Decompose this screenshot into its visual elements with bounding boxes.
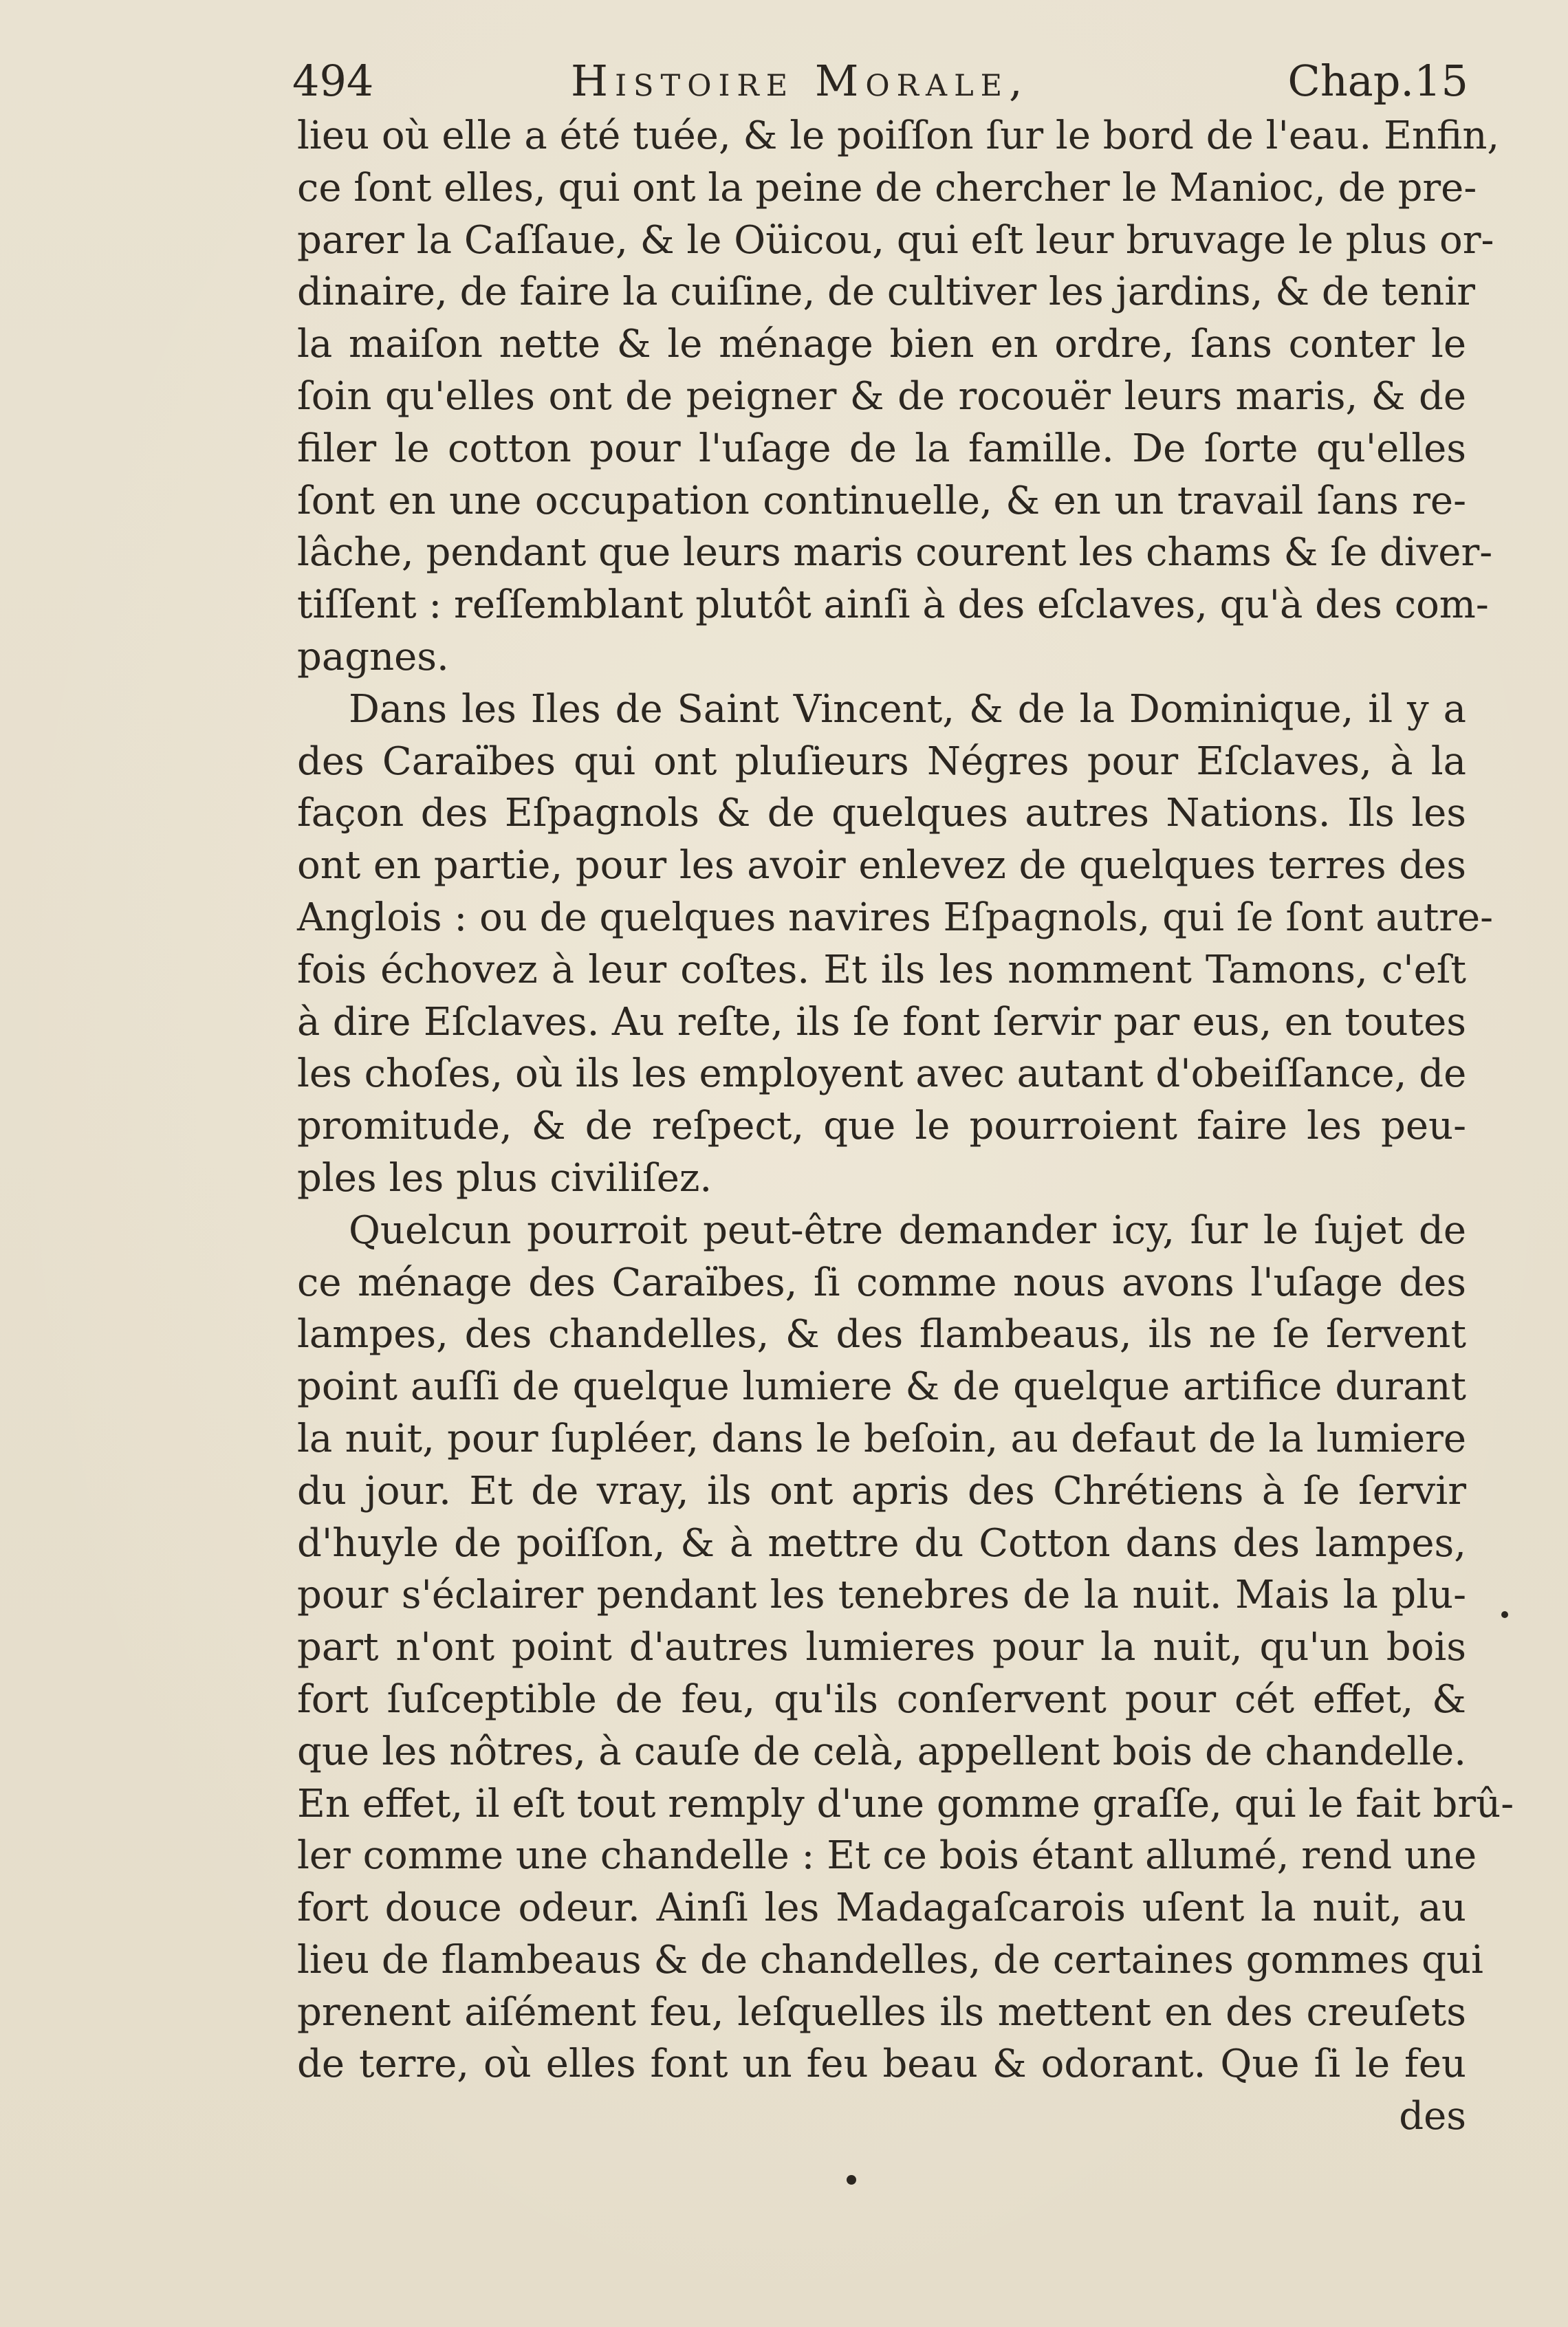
text-line: part n'ont point d'autres lumieres pour la nuit, qu'un bois — [297, 1625, 1466, 1670]
paragraph-start-line: Quelcun pourroit peut-être demander icy, ſur le ſujet de — [349, 1208, 1466, 1253]
text-line: pour s'éclairer pendant les tenebres de la nuit. Mais la plu- — [297, 1573, 1466, 1618]
text-line: ce ſont elles, qui ont la peine de chercher le Manioc, de pre- — [297, 165, 1477, 210]
text-line: les choſes, où ils les employent avec autant d'obeiſſance, de — [297, 1051, 1467, 1097]
text-line: d'huyle de poiſſon, & à mettre du Cotton dans des lampes, — [297, 1520, 1466, 1566]
text-line: que les nôtres, à cauſe de celà, appellent bois de chandelle. — [297, 1729, 1466, 1774]
text-line: la maiſon nette & le ménage bien en ordre, ſans conter le — [297, 322, 1466, 367]
text-line: point auſſi de quelque lumiere & de quelque artifice durant — [297, 1364, 1466, 1410]
text-line: à dire Eſclaves. Au reſte, ils ſe font ſervir par eus, en toutes — [297, 999, 1466, 1045]
text-line: fort ſuſceptible de feu, qu'ils conſervent pour cét effet, & — [297, 1676, 1466, 1722]
text-line: pagnes. — [297, 634, 449, 679]
text-line: filer le cotton pour l'uſage de la famille. De ſorte qu'elles — [297, 426, 1466, 471]
text-line: ples les plus civiliſez. — [297, 1155, 712, 1201]
page-number: 494 — [292, 56, 374, 106]
text-line: des Caraïbes qui ont pluſieurs Négres pour Eſclaves, à la — [297, 739, 1466, 784]
text-line: ſoin qu'elles ont de peigner & de rocouër leurs maris, & de — [297, 373, 1466, 419]
text-line: prenent aiſément feu, leſquelles ils mettent en des creuſets — [297, 1989, 1466, 2035]
text-line: tiſſent : reſſemblant plutôt ainſi à des eſclaves, qu'à des com- — [297, 582, 1489, 628]
text-line: lampes, des chandelles, & des flambeaus, ils ne ſe ſervent — [297, 1312, 1466, 1357]
text-line: lieu où elle a été tuée, & le poiſſon ſur le bord de l'eau. Enfin, — [297, 113, 1500, 158]
ink-speck — [1501, 1611, 1508, 1618]
ink-speck — [847, 2175, 856, 2185]
paragraph-start-line: Dans les Iles de Saint Vincent, & de la Dominique, il y a — [349, 686, 1466, 732]
catchword: des — [1399, 2094, 1466, 2139]
text-line: parer la Caſſaue, & le Oüicou, qui eſt leur bruvage le plus or- — [297, 217, 1494, 263]
chapter-label: Chap.15 — [1287, 56, 1468, 106]
text-line: Anglois : ou de quelques navires Eſpagnols, qui ſe ſont autre- — [297, 895, 1494, 940]
text-line: lieu de flambeaus & de chandelles, de certaines gommes qui — [297, 1937, 1483, 1982]
running-title: Histoire Morale, — [571, 56, 1030, 106]
text-line: façon des Eſpagnols & de quelques autres Nations. Ils les — [297, 791, 1466, 836]
text-line: promitude, & de reſpect, que le pourroient faire les peu- — [297, 1104, 1466, 1149]
text-line: ce ménage des Caraïbes, ſi comme nous avons l'uſage des — [297, 1260, 1466, 1305]
text-line: de terre, où elles font un feu beau & odorant. Que ſi le feu — [297, 2042, 1466, 2087]
text-line: En effet, il eſt tout remply d'une gomme graſſe, qui le fait brû- — [297, 1781, 1514, 1826]
text-line: lâche, pendant que leurs maris courent les chams & ſe diver- — [297, 530, 1493, 576]
text-line: fort douce odeur. Ainſi les Madagaſcarois uſent la nuit, au — [297, 1886, 1466, 1931]
text-line: ler comme une chandelle : Et ce bois étant allumé, rend une — [297, 1833, 1477, 1879]
text-line: la nuit, pour ſupléer, dans le beſoin, au defaut de la lumiere — [297, 1416, 1466, 1461]
body-text — [297, 110, 1514, 2143]
text-line: fois échovez à leur coſtes. Et ils les nomment Tamons, c'eſt — [297, 947, 1466, 992]
text-line: ont en partie, pour les avoir enlevez de quelques terres des — [297, 843, 1466, 888]
text-line: du jour. Et de vray, ils ont apris des Chrétiens à ſe ſervir — [297, 1468, 1466, 1514]
running-head — [292, 54, 1468, 109]
text-line: dinaire, de faire la cuiſine, de cultiver les jardins, & de tenir — [297, 270, 1476, 315]
text-line: ſont en une occupation continuelle, & en un travail ſans re- — [297, 478, 1466, 523]
